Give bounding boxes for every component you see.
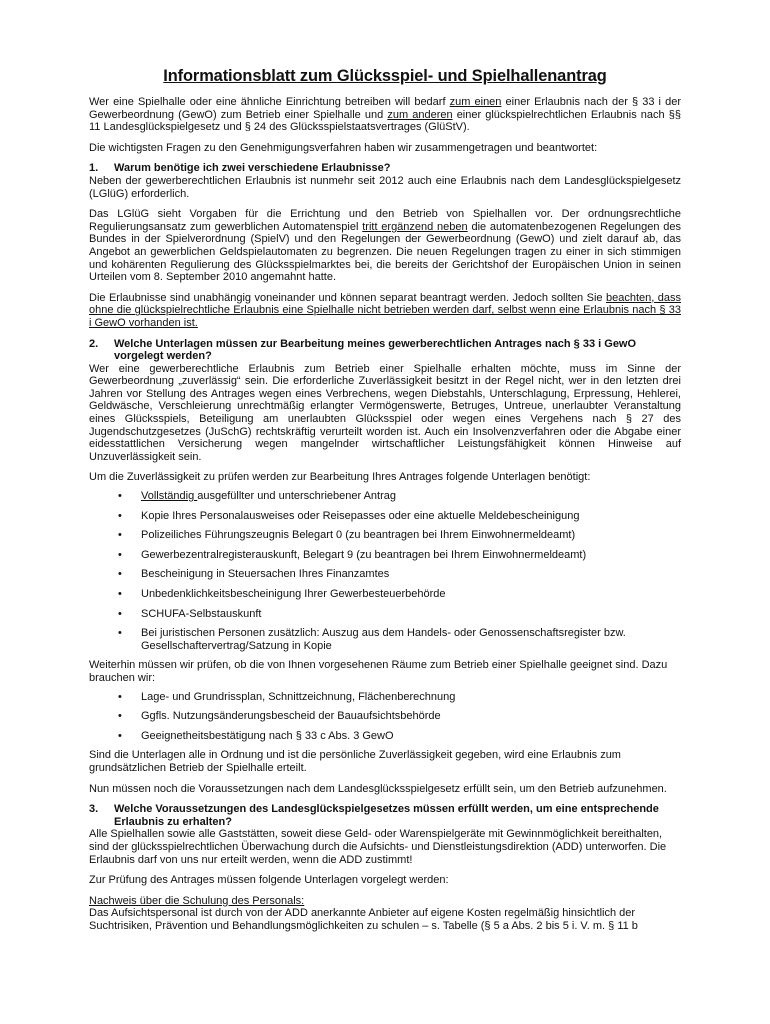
section-1-p2-underline: tritt ergänzend neben bbox=[362, 220, 468, 233]
page-title: Informationsblatt zum Glücksspiel- und Spielhallenantrag bbox=[163, 67, 607, 85]
list-item-text: Polizeiliches Führungszeugnis Belegart 0 (zu beantragen bei Ihrem Einwohnermeldeamt) bbox=[141, 529, 576, 542]
bullet-icon: • bbox=[118, 529, 122, 542]
list-item-text: Lage- und Grundrissplan, Schnittzeichnung, Flächenberechnung bbox=[141, 690, 456, 703]
section-2-paragraph-5: Nun müssen noch die Voraussetzungen nach dem Landesglücksspielgesetz erfüllt sein, um den Betrieb aufzunehmen. bbox=[89, 782, 667, 795]
doc-1-underline: Vollständig bbox=[141, 490, 198, 503]
section-3-heading bbox=[89, 803, 681, 828]
section-1-heading bbox=[89, 162, 681, 175]
section-3-paragraph-2: Zur Prüfung des Antrages müssen folgende Unterlagen vorgelegt werden: bbox=[89, 874, 449, 887]
section-3 bbox=[89, 803, 681, 932]
section-1-paragraph-2 bbox=[89, 208, 681, 284]
list-item-text: Unbedenklichkeitsbescheinigung Ihrer Gewerbesteuerbehörde bbox=[141, 588, 446, 600]
bullet-icon: • bbox=[118, 509, 122, 522]
section-2-heading bbox=[89, 338, 681, 363]
room-documents-list bbox=[89, 691, 681, 743]
intro-text-c: einer glückspielrechtlichen Erlaubnis nach §§ 11 Landesglückspielgesetz und § 24 des Glücksspielstaatsvertrages (GlüStV). bbox=[89, 108, 681, 134]
intro-text-a: Wer eine Spielhalle oder eine ähnliche Einrichtung betreiben will bedarf bbox=[89, 96, 450, 108]
list-item bbox=[89, 710, 681, 723]
intro-underline-2: zum anderen bbox=[387, 108, 453, 121]
section-2-paragraph-1: Wer eine gewerberechtliche Erlaubnis zum Betrieb einer Spielhalle erhalten möchte, muss im Sinne der Gewerbeordnung „zuverlässig“ sein. Die erforderliche Zuverlässigkeit besitzt in der Regel nicht, wer in den letzten drei Jahren vor Stellung des Antrages wegen eines Verbrechens, wegen Diebstahls, Unterschlagung, Erpressung, Hehlerei, Geldwäsche, Verschleierung unrechtmäßig erlangter Vermögenswerte, Betruges, Untreue, unerlaubter Veranstaltung eines Glücksspiels, Beteiligung am unerlaubten Glücksspiel oder wegen eines Vergehens nach § 27 des Jugendschutzgesetzes (JuSchG) rechtskräftig verurteilt worden ist. Auch ein Insolvenzverfahren oder die Abgabe einer eidesstattlichen Versicherung wegen mangelnder wirtschaftlicher Leistungsfähigkeit können Hinweise auf Unzuverlässigkeit sein. bbox=[89, 362, 681, 463]
section-2 bbox=[89, 338, 681, 796]
list-item bbox=[89, 510, 681, 523]
list-item bbox=[89, 549, 681, 562]
section-1-p2-text-a: Das LGlüG sieht Vorgaben für die Errichtung und den Betrieb von Spielhallen vor. Der ordnungsrechtliche Regulierungsansatz zum gewerblichen Automatenspiel bbox=[89, 208, 681, 233]
bullet-icon: • bbox=[118, 690, 122, 703]
list-item-text bbox=[141, 490, 681, 503]
section-3-number: 3. bbox=[89, 803, 99, 816]
bullet-icon: • bbox=[118, 627, 122, 640]
bullet-icon: • bbox=[118, 490, 122, 503]
section-3-title: Welche Voraussetzungen des Landesglückspielgesetzes müssen erfüllt werden, um eine entsprechende Erlaubnis zu erhalten? bbox=[114, 803, 659, 828]
list-item bbox=[89, 691, 681, 704]
intro-text-b: einer Erlaubnis nach der § 33 i der Gewerbeordnung (GewO) zum Betrieb einer Spielhalle und bbox=[89, 96, 681, 121]
list-item bbox=[89, 608, 681, 621]
section-2-paragraph-3: Weiterhin müssen wir prüfen, ob die von Ihnen vorgesehenen Räume zum Betrieb einer Spielhalle geeignet sind. Dazu brauchen wir: bbox=[89, 659, 668, 684]
section-2-number: 2. bbox=[89, 337, 99, 350]
section-1 bbox=[89, 162, 681, 329]
section-1-p2-text-b: die automatenbezogenen Regelungen des Bundes in der Spielverordnung (SpielV) und den Regelungen der Gewerbeordnung (GewO) und zielt darauf ab, das Angebot an gewerblichen Geldspielautomaten zu begrenzen. Die neuen Regelungen tragen zu einer in sich stimmigen und kohärenten Regulierung des Glücksspielmarktes bei, die bereits der Gerichtshof der Europäischen Union in seinen Urteilen vom 8. September 2010 angemahnt hatte. bbox=[89, 220, 681, 284]
bullet-icon: • bbox=[118, 710, 122, 723]
list-item-text: Ggfls. Nutzungsänderungsbescheid der Bauaufsichtsbehörde bbox=[141, 710, 441, 723]
section-3-paragraph-1: Alle Spielhallen sowie alle Gaststätten, soweit diese Geld- oder Warenspielgeräte mit Gewinnmöglichkeit bereithalten, sind der glücksspielrechtlichen Überwachung durch die Aufsichts- und Dienstleistungsdirektion (ADD) unterworfen. Die Erlaubnis darf von uns nur erteilt werden, wenn die ADD zustimmt! bbox=[89, 828, 667, 866]
list-item-text: Gewerbezentralregisterauskunft, Belegart 9 (zu beantragen bei Ihrem Einwohnermeldeamt) bbox=[141, 548, 587, 561]
list-item-text: Geeignetheitsbestätigung nach § 33 c Abs. 3 GewO bbox=[141, 729, 394, 742]
list-item-text: Kopie Ihres Personalausweises oder Reisepasses oder eine aktuelle Meldebescheinigung bbox=[141, 509, 580, 522]
list-item bbox=[89, 588, 681, 601]
section-2-paragraph-4: Sind die Unterlagen alle in Ordnung und ist die persönliche Zuverlässigkeit gegeben, wird eine Erlaubnis zum grundsätzlichen Betrieb der Spielhalle erteilt. bbox=[89, 749, 621, 774]
section-1-p3-underline-1: beachten bbox=[605, 291, 652, 304]
section-3-subheading: Nachweis über die Schulung des Personals: bbox=[89, 894, 305, 907]
list-item-text: Bei juristischen Personen zusätzlich: Auszug aus dem Handels- oder Genossenschaftsregister bzw. Gesellschaftervertrag/Satzung in Kopie bbox=[141, 627, 626, 652]
intro-underline-1: zum einen bbox=[449, 96, 502, 108]
section-1-paragraph-3 bbox=[89, 292, 681, 330]
section-2-title: Welche Unterlagen müssen zur Bearbeitung meines gewerberechtlichen Antrages nach § 33 i GewO vorgelegt werden? bbox=[114, 337, 637, 363]
required-documents-list bbox=[89, 490, 681, 652]
section-1-number: 1. bbox=[89, 162, 99, 175]
bullet-icon: • bbox=[118, 548, 122, 561]
bullet-icon: • bbox=[118, 588, 122, 600]
section-2-paragraph-2: Um die Zuverlässigkeit zu prüfen werden zur Bearbeitung Ihres Antrages folgende Unterlagen benötigt: bbox=[89, 471, 591, 484]
section-1-p3-underline-2: ohne die glückspielrechtliche Erlaubnis eine Spielhalle nicht betrieben werden darf, selbst wenn eine Erlaubnis nach § 33 i GewO vorhanden ist. bbox=[89, 304, 681, 329]
list-item-text: SCHUFA-Selbstauskunft bbox=[141, 607, 262, 620]
list-item bbox=[89, 529, 681, 542]
list-item bbox=[89, 730, 681, 743]
list-item bbox=[89, 627, 681, 652]
bullet-icon: • bbox=[118, 568, 122, 581]
list-item-text: Bescheinigung in Steuersachen Ihres Finanzamtes bbox=[141, 568, 390, 581]
intro-paragraph bbox=[89, 96, 681, 134]
bullet-icon: • bbox=[118, 607, 122, 620]
section-1-title: Warum benötige ich zwei verschiedene Erlaubnisse? bbox=[114, 162, 391, 175]
list-item bbox=[89, 490, 681, 503]
section-3-paragraph-3: Das Aufsichtspersonal ist durch von der ADD anerkannte Anbieter auf eigene Kosten regelmäßig hinsichtlich der Suchtrisiken, Prävention und Behandlungsmöglichkeiten zu schulen – s. Tabelle (§ 5 a Abs. 2 bis 5 i. V. m. § 11 b bbox=[89, 907, 638, 932]
doc-1-rest: ausgefüllter und unterschriebener Antrag bbox=[197, 490, 397, 503]
list-item bbox=[89, 568, 681, 581]
bullet-icon: • bbox=[118, 729, 122, 742]
section-1-paragraph-1: Neben der gewerberechtlichen Erlaubnis ist nunmehr seit 2012 auch eine Erlaubnis nach dem Landesglückspielgesetz (LGlüG) erforderlich. bbox=[89, 174, 681, 200]
section-1-p3-text-a: Die Erlaubnisse sind unabhängig voneinander und können separat beantragt werden. Jedoch sollten Sie bbox=[89, 291, 606, 304]
section-1-p3-text-b: , dass bbox=[651, 291, 681, 304]
faq-intro: Die wichtigsten Fragen zu den Genehmigungsverfahren haben wir zusammengetragen und beantwortet: bbox=[89, 141, 598, 154]
